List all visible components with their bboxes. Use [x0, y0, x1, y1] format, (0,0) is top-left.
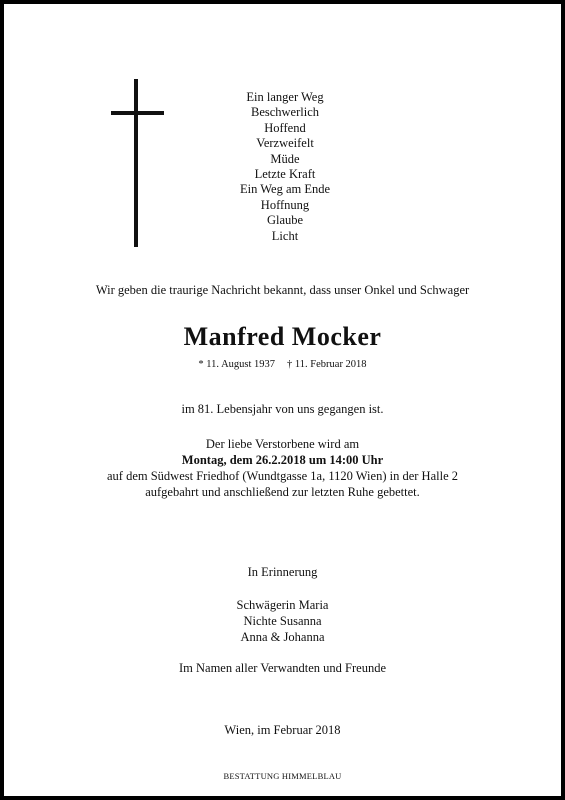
announcement: Wir geben die traurige Nachricht bekannt, dass unser Onkel und Schwager [95, 283, 470, 297]
funeral-details [4, 436, 561, 500]
age-line: im 81. Lebensjahr von uns gegangen ist. [181, 402, 384, 416]
poem-line: Müde [270, 151, 300, 166]
poem-line: Letzte Kraft [254, 167, 316, 182]
mourners-list [4, 597, 561, 645]
funeral-line: Der liebe Verstorbene wird am [205, 437, 360, 451]
poem [190, 90, 380, 244]
poem-line: Licht [271, 228, 299, 243]
deceased-name: Manfred Mocker [183, 322, 382, 351]
obituary-page [4, 4, 561, 796]
memory-heading: In Erinnerung [247, 565, 318, 579]
birth-date: * 11. August 1937 [198, 359, 276, 370]
poem-line: Beschwerlich [250, 105, 320, 120]
family-line: Im Namen aller Verwandten und Freunde [179, 661, 386, 675]
poem-line: Hoffnung [260, 197, 310, 212]
mourner: Nichte Susanna [243, 614, 322, 628]
life-dates [4, 359, 561, 370]
funeral-date: Montag, dem 26.2.2018 um 14:00 Uhr [181, 453, 384, 467]
cross-icon [134, 79, 138, 247]
mourner: Schwägerin Maria [236, 598, 329, 612]
poem-line: Ein langer Weg [246, 90, 324, 104]
funeral-location: auf dem Südwest Friedhof (Wundtgasse 1a, 1120 Wien) in der Halle 2 [107, 469, 458, 483]
funeral-line: aufgebahrt und anschließend zur letzten Ruhe gebettet. [145, 485, 420, 499]
death-date: † 11. Februar 2018 [287, 359, 367, 370]
place-date: Wien, im Februar 2018 [224, 723, 341, 737]
poem-line: Glaube [266, 213, 304, 228]
mourner: Anna & Johanna [240, 630, 325, 644]
poem-line: Hoffend [264, 120, 306, 135]
funeral-home-name: BESTATTUNG HIMMELBLAU [223, 771, 342, 781]
poem-line: Ein Weg am Ende [239, 182, 331, 197]
poem-line: Verzweifelt [256, 136, 314, 151]
cross-icon-bar [111, 111, 164, 115]
